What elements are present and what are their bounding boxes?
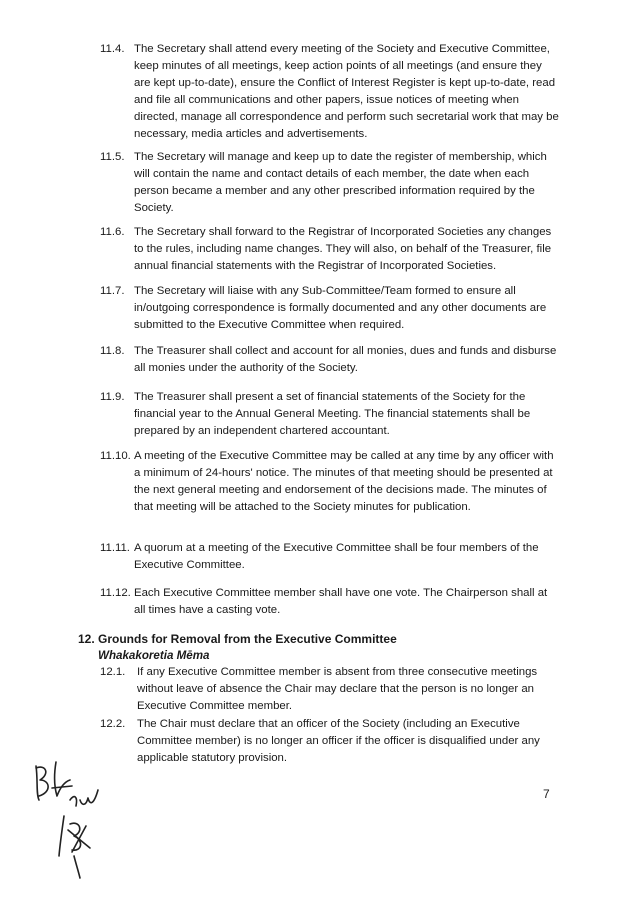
clause-text: The Treasurer shall collect and account for all monies, dues and funds and disburse all monies under the authority of the Society.: [134, 345, 557, 374]
clause-number: 11.9.: [100, 391, 125, 403]
clause-text: A meeting of the Executive Committee may be called at any time by any officer with a minimum of 24-hours' notice. The minutes of that meeting should be presented at the next general meeting and endorsement of the decisions made. The minutes of that meeting will be attached to the Society minutes for publication.: [134, 450, 554, 513]
handwritten-initials-signature: [30, 760, 120, 880]
clause-text: If any Executive Committee member is absent from three consecutive meetings without leave of absence the Chair may declare that the person is no longer an Executive Committee member.: [137, 666, 538, 712]
clause-number: 12.2.: [100, 718, 126, 730]
clause-text: The Secretary will manage and keep up to date the register of membership, which will contain the name and contact details of each member, the date when each person became a member and any other prescribed information required by the Society.: [134, 151, 547, 214]
clause-number: 12.1.: [100, 666, 126, 678]
clause-11-4: [100, 41, 560, 143]
clause-number: 11.6.: [100, 226, 125, 238]
clause-11-6: [100, 224, 560, 275]
clause-number: 11.4.: [100, 43, 125, 55]
clause-number: 11.10.: [100, 450, 131, 462]
clause-11-8: [100, 343, 560, 377]
clause-text: The Secretary will liaise with any Sub-Committee/Team formed to ensure all in/outgoing correspondence is formally documented and any other documents are submitted to the Executive Committee when required.: [134, 285, 547, 331]
clause-number: 11.7.: [100, 285, 125, 297]
clause-11-10: [100, 448, 560, 516]
page-number: 7: [543, 787, 550, 801]
clause-11-5: [100, 149, 560, 217]
clause-number: 11.5.: [100, 151, 125, 163]
clause-text: Each Executive Committee member shall have one vote. The Chairperson shall at all times have a casting vote.: [134, 587, 548, 616]
clause-text: The Treasurer shall present a set of financial statements of the Society for the financial year to the Annual General Meeting. The financial statements shall be prepared by an independent chartered accountant.: [134, 391, 531, 437]
section-12-subheading: Whakakoretia Mēma: [98, 649, 210, 662]
clause-number: 11.8.: [100, 345, 125, 357]
clause-11-11: [100, 540, 560, 574]
clause-text: A quorum at a meeting of the Executive Committee shall be four members of the Executive Committee.: [134, 542, 539, 571]
clause-12-2: [100, 716, 560, 767]
clause-number: 11.11.: [100, 542, 130, 554]
clause-text: The Chair must declare that an officer of the Society (including an Executive Committee member) is no longer an officer if the officer is disqualified under any applicable statutory provision.: [137, 718, 540, 764]
clause-text: The Secretary shall forward to the Registrar of Incorporated Societies any changes to the rules, including name changes. They will also, on behalf of the Treasurer, file annual financial statements with the Registrar of Incorporated Societies.: [134, 226, 552, 272]
clause-11-7: [100, 283, 560, 334]
section-12-heading: 12. Grounds for Removal from the Executive Committee: [78, 632, 397, 646]
clause-11-9: [100, 389, 560, 440]
clause-text: The Secretary shall attend every meeting of the Society and Executive Committee, keep minutes of all meetings, keep action points of all meetings (and ensure they are kept up-to-date), ensure the Conflict of Interest Register is kept up-to-date, read and file all communications and other papers, issue notices of meeting when directed, manage all correspondence and perform such secretarial work that may be necessary, media articles and advertisements.: [134, 43, 559, 140]
clause-11-12: [100, 585, 560, 619]
clause-12-1: [100, 664, 560, 715]
clause-number: 11.12.: [100, 587, 131, 599]
